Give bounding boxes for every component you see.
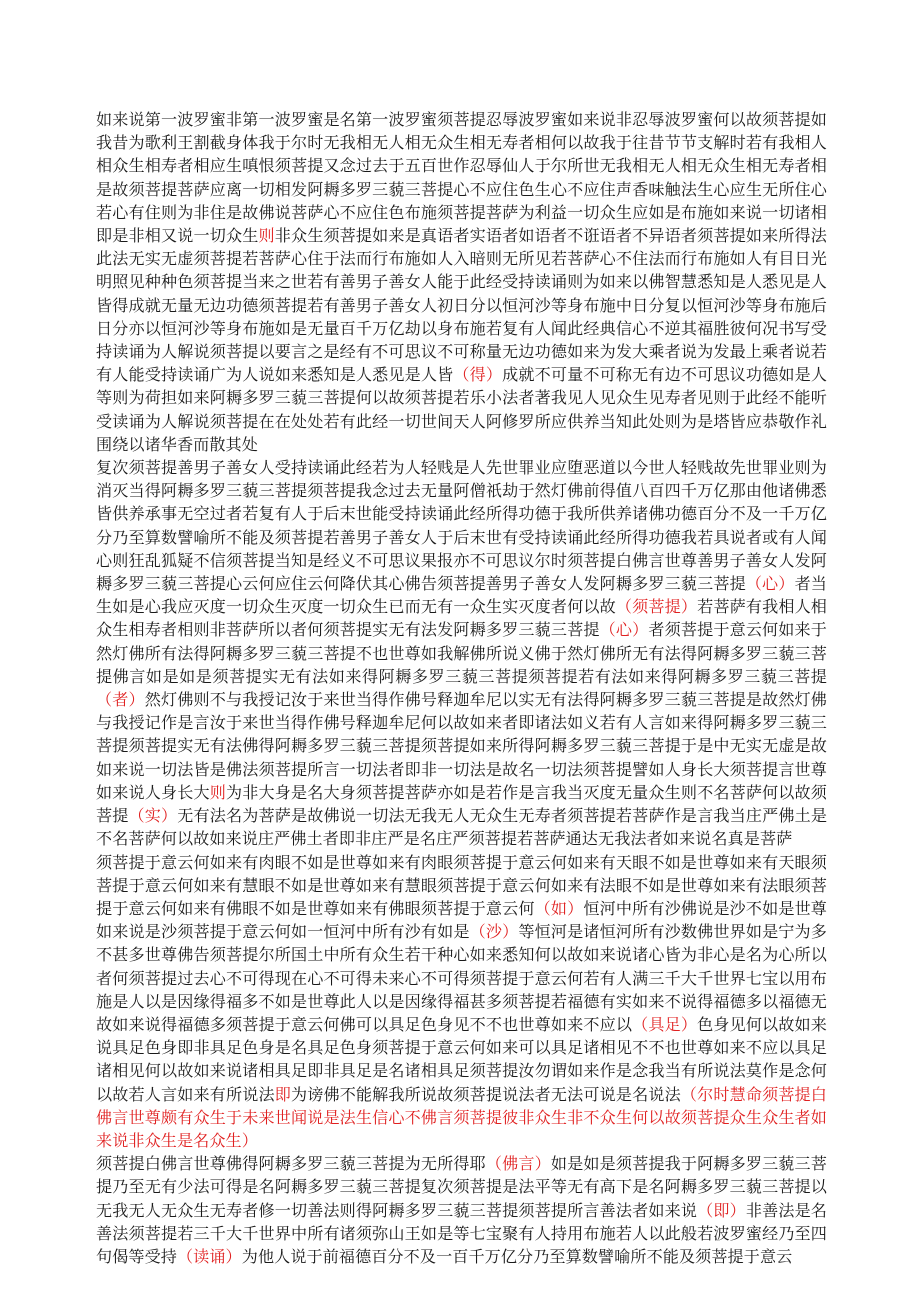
body-text: 色身见何以故如来说具足色身即非具足色身是名具足色身须菩提于意云何如来可以具足诸相见不不也世尊如来不应以具足诸相见何以故如来说诸相具足即非具足是名诸相具足须菩提汝勿谓如来作是念我当有所说法莫作是念何以故若人言如来有所说法	[96, 1014, 827, 1104]
body-text: 如是如是须菩提我于阿耨多罗三藐三菩提乃至无有少法可得是名阿耨多罗三藐三菩提复次须菩提是法平等无有高下是名阿耨多罗三藐三菩提以无我无人无众生无寿者修一切善法则得阿耨多罗三藐三菩提须菩提所言善法者如来说	[96, 1154, 827, 1220]
body-text: 然灯佛则不与我授记汝于来世当得作佛号释迦牟尼以实无有法得阿耨多罗三藐三菩提是故然灯佛与我授记作是言汝于来世当得作佛号释迦牟尼何以故如来者即诸法如义若有人言如来得阿耨多罗三藐三菩提须菩提实无有法佛得阿耨多罗三藐三菩提须菩提如来所得阿耨多罗三藐三菩提于是中无实无虚是故如来说一切法皆是佛法须菩提所言一切法者即非一切法是故名一切法须菩提譬如人身长大须菩提言世尊如来说人身长大	[96, 690, 827, 802]
highlighted-text: （得）	[453, 365, 503, 385]
highlighted-text: 则	[258, 226, 275, 246]
highlighted-text: （实）	[128, 806, 178, 826]
highlighted-text: 则	[209, 782, 226, 802]
highlighted-text: 即	[274, 1084, 291, 1104]
highlighted-text: （心）	[599, 620, 649, 640]
body-text: 非善法是名善法须菩提若三千大千世界中所有诸须弥山王如是等七宝聚有人持用布施若人以此般若波罗蜜经乃至四句偈等受持	[96, 1200, 828, 1266]
body-text: 如来说第一波罗蜜非第一波罗蜜是名第一波罗蜜须菩提忍辱波罗蜜如来说非忍辱波罗蜜何以故须菩提如我昔为歌利王割截身体我于尔时无我相无人相无众生相无寿者相何以故我于往昔节节支解时若有我相人相众生相寿者相应生嗔恨须菩提又念过去于五百世作忍辱仙人于尔所世无我相无人相无众生相无寿者相是故须菩提菩萨应离一切相发阿耨多罗三藐三菩提心不应住色生心不应住声香味触法生心应生无所住心若心有住则为非住是故佛说菩萨心不应住色布施须菩提菩萨为利益一切众生应如是布施如来说一切诸相即是非相又说一切众生	[96, 110, 827, 246]
highlighted-text: （沙）	[469, 922, 519, 942]
highlighted-text: （读诵）	[176, 1246, 242, 1266]
highlighted-text: （如）	[534, 898, 584, 918]
highlighted-text: （尔时慧命须菩提白佛言世尊颇有众生于未来世闻说是法生信心不佛言须菩提彼非众生非不众生何以故须菩提众生众生者如来说非众生是名众生）	[96, 1084, 827, 1150]
body-text: 成就不可量不可称无有边不可思议功德如是人等则为荷担如来阿耨多罗三藐三菩提何以故须菩提若乐小法者著我见人见众生见寿者见则于此经不能听受读诵为人解说须菩提在在处处若有此经一切世间天人阿修罗所应供养当知此处则为是塔皆应恭敬作礼围绕以诸华香而散其处	[96, 365, 828, 454]
paragraph	[96, 851, 827, 1153]
body-text: 若菩萨有我相人相众生相寿者相则非菩萨所以者何须菩提实无有法发阿耨多罗三藐三菩提	[96, 597, 828, 640]
body-text: 者当生如是心我应灭度一切众生灭度一切众生已而无有一众生实灭度者何以故	[96, 574, 828, 617]
paragraph	[96, 456, 827, 850]
highlighted-text: （即）	[697, 1200, 746, 1220]
body-text: 须菩提于意云何如来有肉眼不如是世尊如来有肉眼须菩提于意云何如来有天眼不如是世尊如来有天眼须菩提于意云何如来有慧眼不如是世尊如来有慧眼须菩提于意云何如来有法眼不如是世尊如来有法眼须菩提于意云何如来有佛眼不如是世尊如来有佛眼须菩提于意云何	[96, 852, 827, 918]
body-text: 为他人说于前福德百分不及一百千万亿分乃至算数譬喻所不能及须菩提于意云	[241, 1246, 793, 1266]
body-text: 恒河中所有沙佛说是沙不如是世尊如来说是沙须菩提于意云何如一恒河中所有沙有如是	[96, 898, 828, 942]
highlighted-text: （心）	[745, 574, 795, 594]
body-text: 须菩提白佛言世尊佛得阿耨多罗三藐三菩提为无所得耶	[96, 1154, 486, 1174]
paragraph	[96, 108, 827, 456]
sutra-text	[96, 108, 827, 1268]
highlighted-text: （须菩提）	[615, 597, 698, 617]
highlighted-text: （具足）	[632, 1014, 698, 1034]
body-text: 为非大身是名大身须菩提菩萨亦如是若作是言我当灭度无量众生则不名菩萨何以故须菩提	[96, 782, 827, 826]
body-text: 复次须菩提善男子善女人受持读诵此经若为人轻贱是人先世罪业应堕恶道以今世人轻贱故先世罪业则为消灭当得阿耨多罗三藐三菩提须菩提我念过去无量阿僧祇劫于然灯佛前得值八百四千万亿那由他诸佛悉皆供养承事无空过者若复有人于后末世能受持读诵此经所得功德于我所供养诸佛功德百分不及一千万亿分乃至算数譬喻所不能及须菩提若善男子善女人于后末世有受持读诵此经所得功德我若具说者或有人闻心则狂乱狐疑不信须菩提当知是经义不可思议果报亦不可思议尔时须菩提白佛言世尊善男子善女人发阿耨多罗三藐三菩提心云何应住云何降伏其心佛告须菩提善男子善女人发阿耨多罗三藐三菩提	[96, 458, 827, 594]
body-text: 无有法名为菩萨是故佛说一切法无我无人无众生无寿者须菩提若菩萨作是言我当庄严佛土是不名菩萨何以故如来说庄严佛土者即非庄严是名庄严须菩提若菩萨通达无我法者如来说名真是菩萨	[96, 806, 828, 849]
body-text: 者须菩提于意云何如来于然灯佛所有法得阿耨多罗三藐三菩提不也世尊如我解佛所说义佛于然灯佛所无有法得阿耨多罗三藐三菩提佛言如是如是须菩提实无有法如来得阿耨多罗三藐三菩提须菩提若有法如来得阿耨多罗三藐三菩提	[96, 620, 827, 686]
body-text: 为谤佛不能解我所说故须菩提说法者无法可说是名说法	[290, 1084, 681, 1104]
paragraph	[96, 1152, 827, 1268]
highlighted-text: （者）	[96, 690, 145, 710]
body-text: 非众生须菩提如来是真语者实语者如语者不诳语者不异语者须菩提如来所得法此法无实无虚须菩提若菩萨心住于法而行布施如人入暗则无所见若菩萨心不住法而行布施如人有目日光明照见种种色须菩提当来之世若有善男子善女人能于此经受持读诵则为如来以佛智慧悉知是人悉见是人皆得成就无量无边功德须菩提若有善男子善女人初日分以恒河沙等身布施中日分复以恒河沙等身布施后日分亦以恒河沙等身布施如是无量百千万亿劫以身布施若复有人闻此经典信心不逆其福胜彼何况书写受持读诵为人解说须菩提以要言之是经有不可思议不可称量无边功德如来为发大乘者说为发最上乘者说若有人能受持读诵广为人说如来悉知是人悉见是人皆	[96, 226, 827, 385]
highlighted-text: （佛言）	[485, 1154, 551, 1174]
body-text: 等恒河是诸恒河所有沙数佛世界如是宁为多不甚多世尊佛告须菩提尔所国土中所有众生若干种心如来悉知何以故如来说诸心皆为非心是名为心所以者何须菩提过去心不可得现在心不可得未来心不可得须菩提于意云何若有人满三千大千世界七宝以用布施是人以是因缘得福多不如是世尊此人以是因缘得福甚多须菩提若福德有实如来不说得福德多以福德无故如来说得福德多须菩提于意云何佛可以具足色身见不不也世尊如来不应以	[96, 922, 827, 1034]
